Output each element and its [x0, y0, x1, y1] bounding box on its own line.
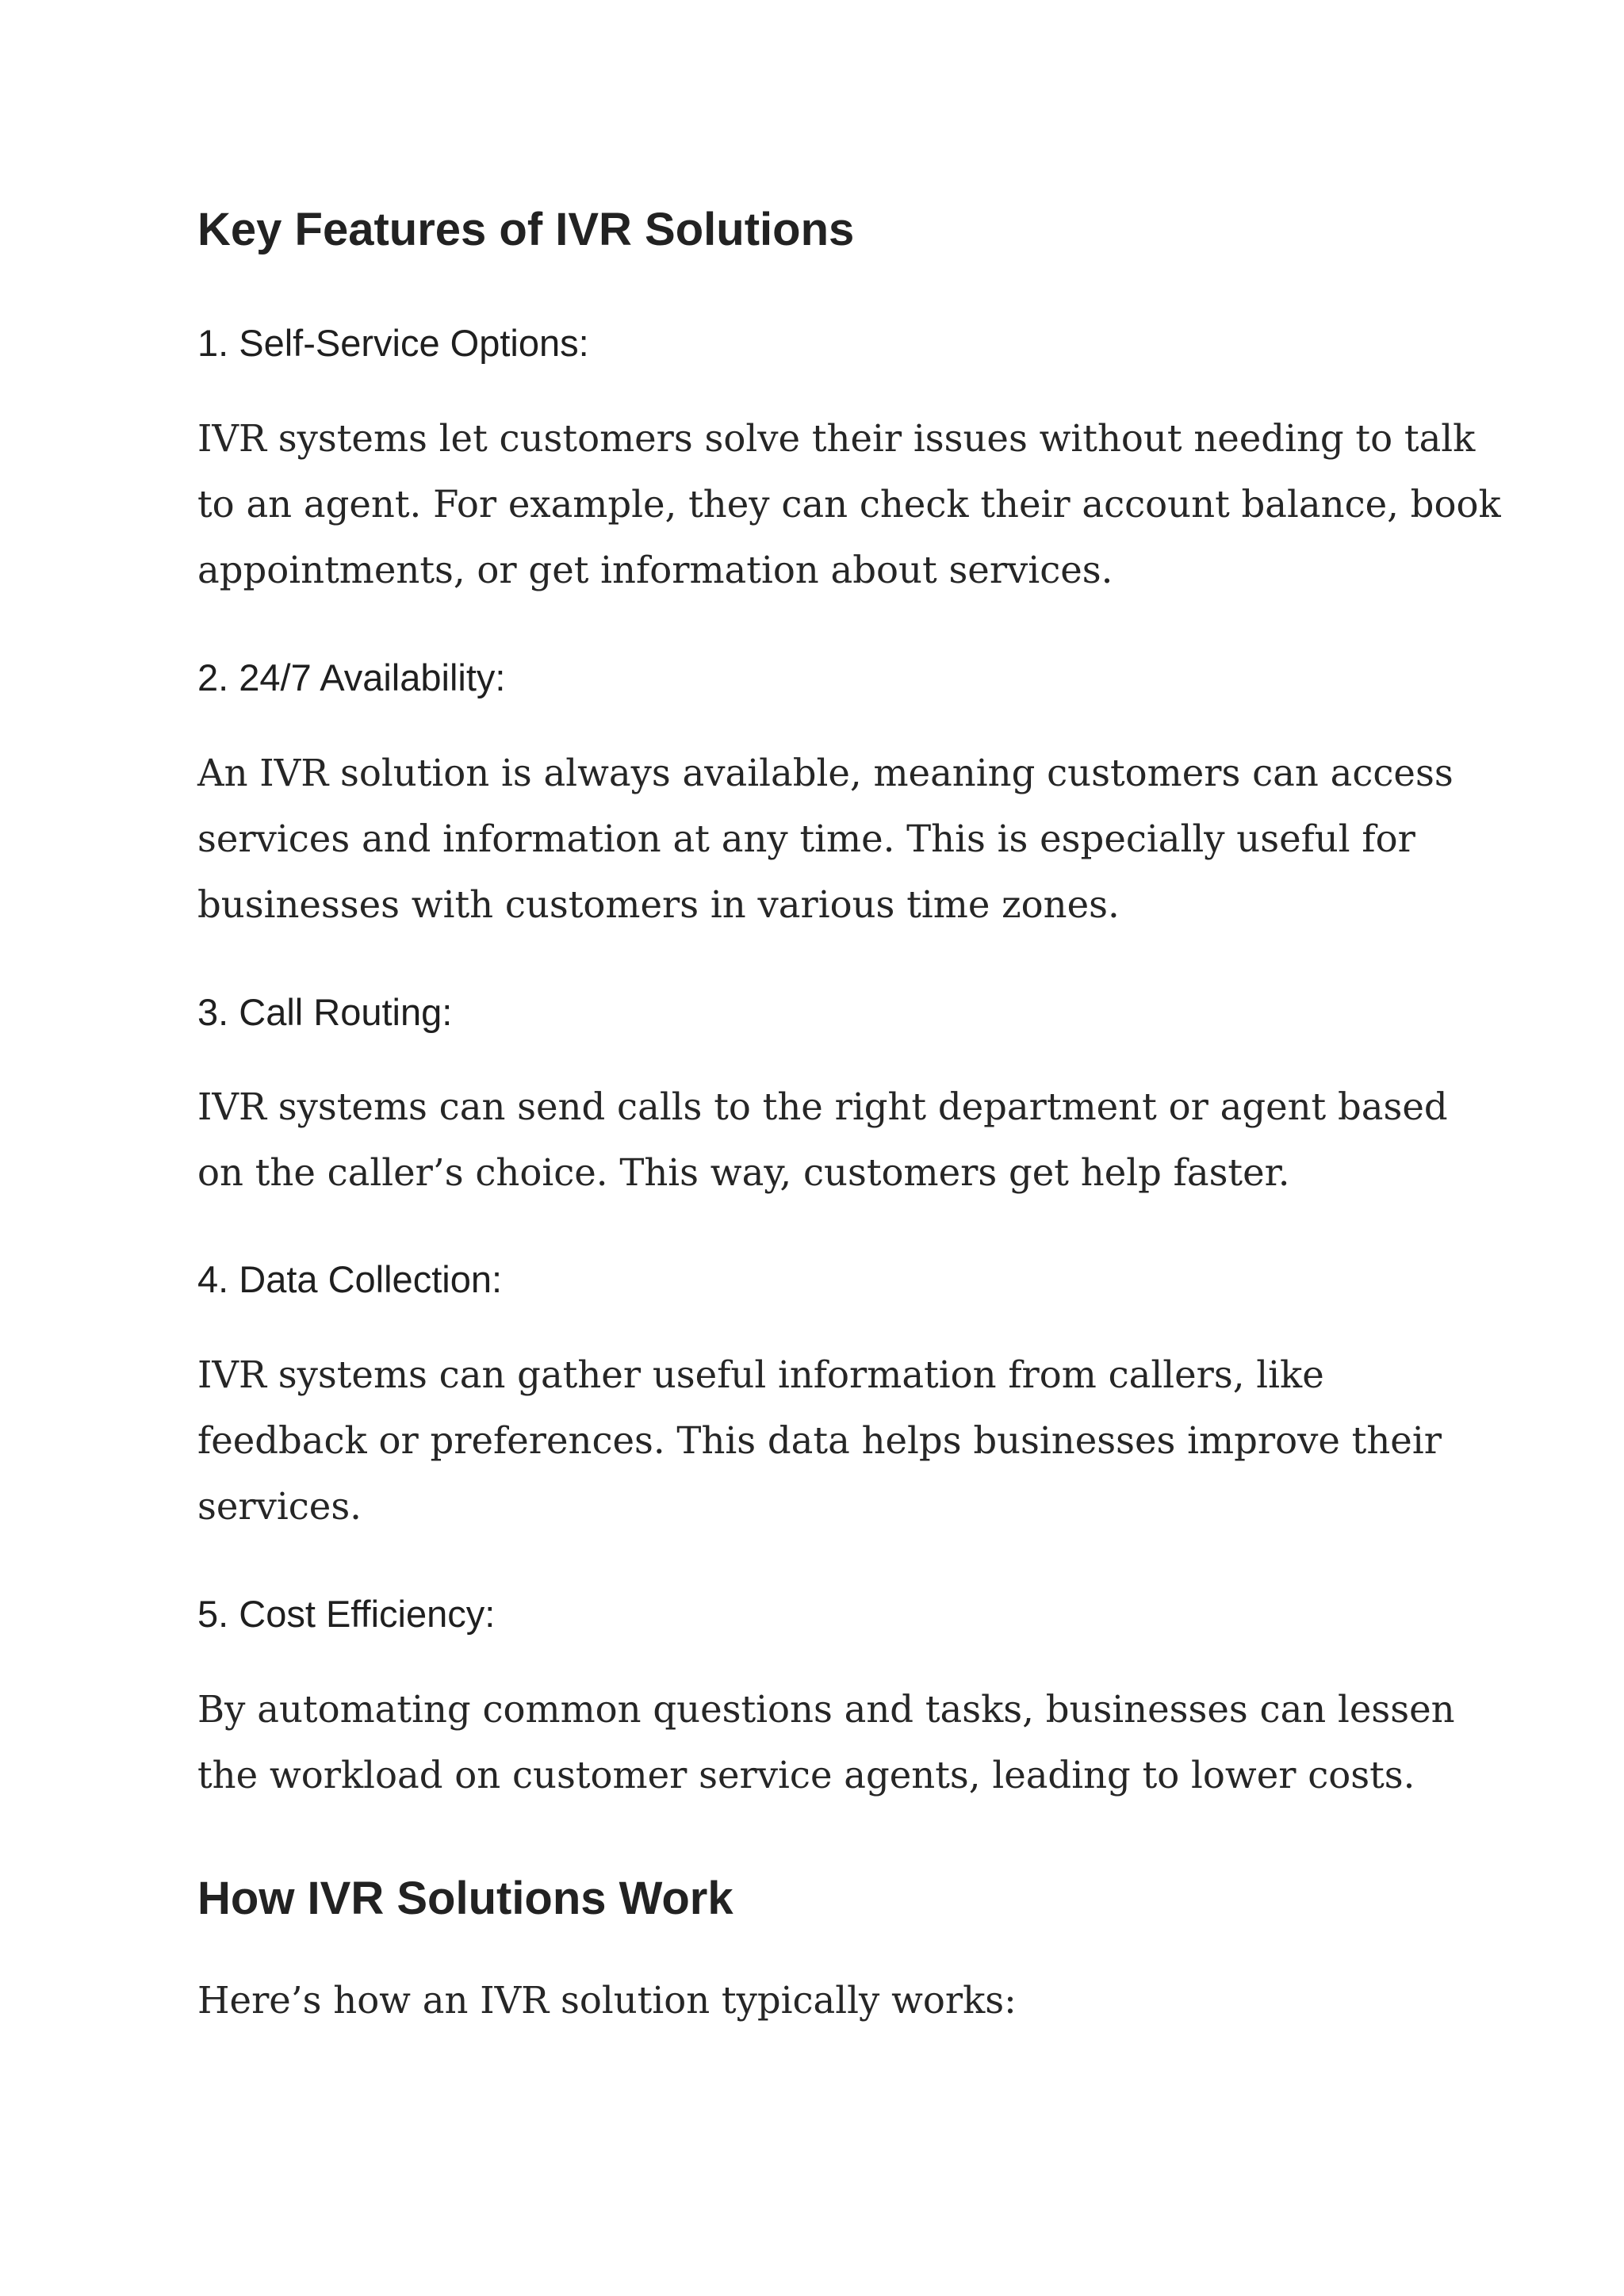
- paragraph-line: IVR systems can send calls to the right department or agent based: [197, 1085, 1448, 1128]
- feature-title-call-routing: 3. Call Routing:: [197, 991, 453, 1033]
- paragraph-line: IVR systems can gather useful information from callers, like: [197, 1353, 1324, 1396]
- feature-title-cost-efficiency: 5. Cost Efficiency:: [197, 1593, 496, 1635]
- paragraph-line: services and information at any time. This is especially useful for: [197, 817, 1415, 860]
- feature-paragraph-call-routing: [197, 1074, 1448, 1206]
- feature-paragraph-cost-efficiency: [197, 1677, 1455, 1808]
- feature-paragraph-self-service: [197, 406, 1501, 603]
- paragraph-line: services.: [197, 1485, 362, 1528]
- paragraph-line: on the caller’s choice. This way, customers get help faster.: [197, 1151, 1290, 1194]
- paragraph-line: appointments, or get information about services.: [197, 549, 1113, 591]
- paragraph-line: An IVR solution is always available, meaning customers can access: [197, 752, 1454, 794]
- feature-paragraph-data-collection: [197, 1342, 1442, 1540]
- feature-title-data-collection: 4. Data Collection:: [197, 1258, 503, 1300]
- paragraph-line: IVR systems let customers solve their issues without needing to talk: [197, 417, 1476, 460]
- heading-how-it-works: How IVR Solutions Work: [197, 1873, 733, 1924]
- feature-title-self-service: 1. Self-Service Options:: [197, 322, 589, 364]
- intro-how-it-works: [197, 1968, 1017, 2034]
- paragraph-line: businesses with customers in various time zones.: [197, 883, 1120, 926]
- feature-title-availability: 2. 24/7 Availability:: [197, 656, 506, 698]
- heading-key-features: Key Features of IVR Solutions: [197, 204, 855, 255]
- feature-paragraph-availability: [197, 740, 1454, 938]
- paragraph-line: By automating common questions and tasks, businesses can lessen: [197, 1688, 1455, 1731]
- paragraph-line: Here’s how an IVR solution typically works:: [197, 1979, 1017, 2022]
- paragraph-line: feedback or preferences. This data helps businesses improve their: [197, 1419, 1442, 1462]
- paragraph-line: the workload on customer service agents, leading to lower costs.: [197, 1754, 1415, 1797]
- paragraph-line: to an agent. For example, they can check their account balance, book: [197, 483, 1501, 526]
